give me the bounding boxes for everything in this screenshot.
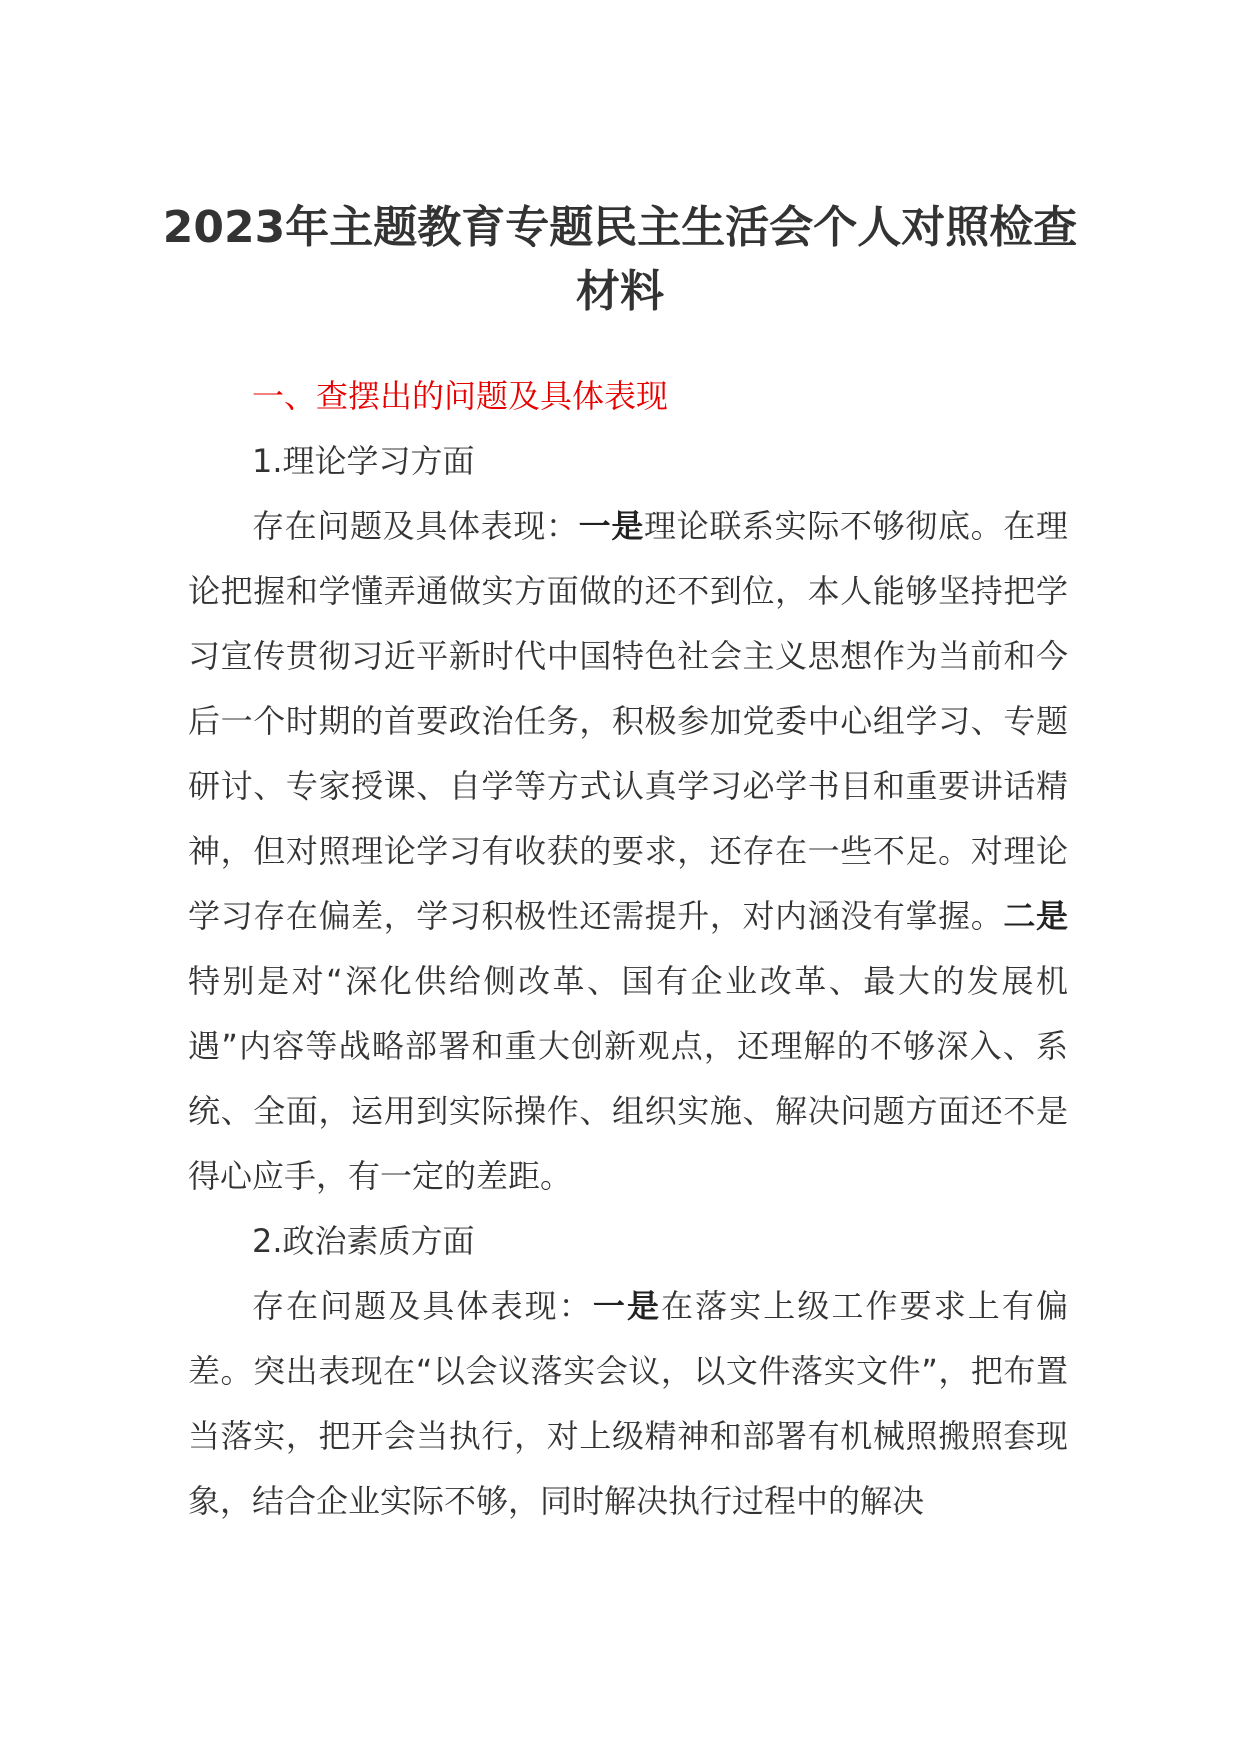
point-one-label: 一是 [578, 507, 644, 545]
paragraph-theory-study [188, 494, 1068, 1209]
paragraph-lead: 存在问题及具体表现： [252, 507, 579, 545]
subheading-theory-study: 1.理论学习方面 [252, 442, 475, 480]
point-two-text: 特别是对“深化供给侧改革、国有企业改革、最大的发展机遇”内容等战略部署和重大创新观点，还理解的不够深入、系统、全面，运用到实际操作、组织实施、解决问题方面还不是得心应手，有一定的差距。 [188, 962, 1068, 1195]
paragraph-political-quality [188, 1274, 1068, 1534]
document-title: 2023年主题教育专题民主生活会个人对照检查材料 [162, 202, 1078, 317]
point-one-text: 理论联系实际不够彻底。在理论把握和学懂弄通做实方面做的还不到位，本人能够坚持把学习宣传贯彻习近平新时代中国特色社会主义思想作为当前和今后一个时期的首要政治任务，积极参加党委中心组学习、专题研讨、专家授课、自学等方式认真学习必学书目和重要讲话精神，但对照理论学习有收获的要求，还存在一些不足。对理论学习存在偏差，学习积极性还需提升，对内涵没有掌握。 [188, 507, 1068, 935]
point-one-label: 一是 [592, 1287, 662, 1325]
point-one-text: 在落实上级工作要求上有偏差。突出表现在“以会议落实会议，以文件落实文件”，把布置当落实，把开会当执行，对上级精神和部署有机械照搬照套现象，结合企业实际不够，同时解决执行过程中的解决 [188, 1287, 1068, 1520]
document-body [188, 364, 1068, 1534]
subheading-political-quality: 2.政治素质方面 [252, 1222, 475, 1260]
point-two-label: 二是 [1003, 897, 1068, 935]
section-heading-problems: 一、查摆出的问题及具体表现 [252, 377, 669, 415]
paragraph-lead: 存在问题及具体表现： [252, 1287, 593, 1325]
